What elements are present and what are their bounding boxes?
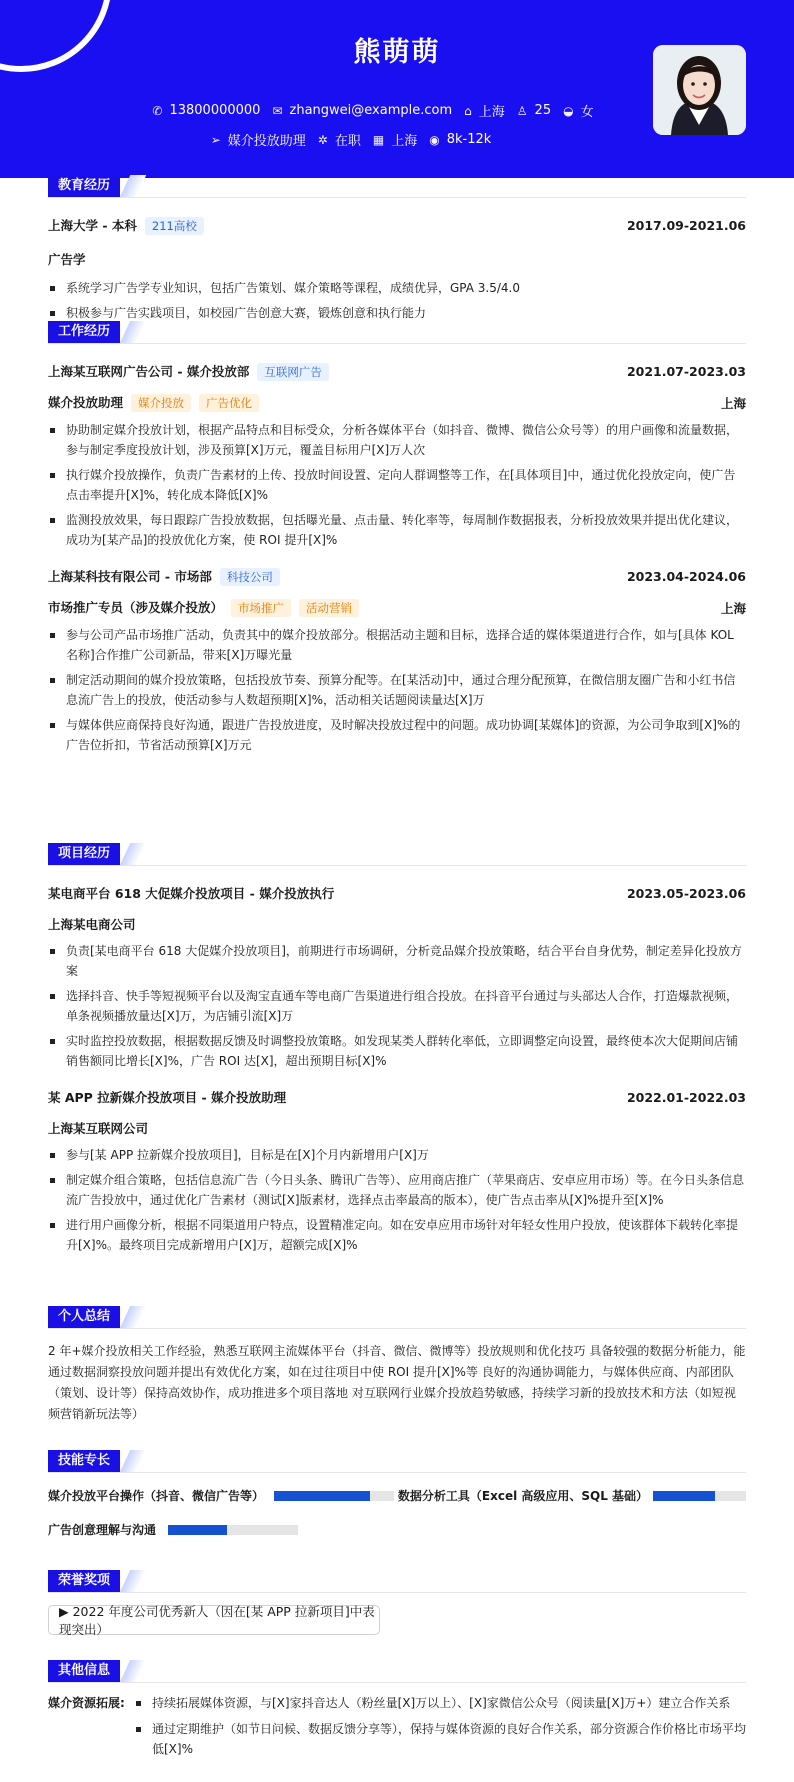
list-item: 选择抖音、快手等短视频平台以及淘宝直通车等电商广告渠道进行组合投放。在抖音平台通过与头部达人合作，打造爆款视频，单条视频播放量达[X]万，为店铺引流[X]万 bbox=[48, 986, 746, 1026]
project-bullets bbox=[48, 1145, 746, 1255]
role-tag: 媒介投放 bbox=[131, 394, 191, 412]
project-header bbox=[48, 884, 746, 902]
age-icon: ♙ bbox=[516, 103, 528, 118]
skill-bar-fill bbox=[168, 1525, 227, 1535]
other-heading bbox=[48, 1660, 746, 1683]
role-tag: 活动营销 bbox=[299, 599, 359, 617]
section-title: 技能专长 bbox=[48, 1450, 120, 1472]
skill-bar-fill bbox=[653, 1491, 715, 1501]
job-bullets bbox=[48, 420, 746, 550]
status-icon: ✲ bbox=[317, 132, 328, 147]
age-text: 25 bbox=[534, 103, 552, 118]
skills-heading bbox=[48, 1450, 746, 1473]
list-item: 监测投放效果，每日跟踪广告投放数据，包括曝光量、点击量、转化率等，每周制作数据报表，分析投放效果并提出优化建议，成功为[某产品]的投放优化方案，使 ROI 提升[X]% bbox=[48, 510, 746, 550]
project-bullets bbox=[48, 941, 746, 1071]
summary-section bbox=[48, 1306, 746, 1425]
work-heading bbox=[48, 321, 746, 344]
email-text: zhangwei@example.com bbox=[289, 103, 453, 118]
skills-section bbox=[48, 1450, 746, 1538]
project-name: 某电商平台 618 大促媒介投放项目 - 媒介投放执行 bbox=[48, 886, 335, 901]
mail-icon: ✉ bbox=[272, 103, 283, 118]
position-item bbox=[211, 130, 306, 149]
phone-icon: ✆ bbox=[152, 103, 163, 118]
school-tag: 211高校 bbox=[145, 217, 204, 235]
role-tag: 广告优化 bbox=[199, 394, 259, 412]
avatar-photo bbox=[653, 45, 746, 135]
city-text: 上海 bbox=[478, 105, 505, 120]
job-role: 媒介投放助理 bbox=[48, 395, 124, 410]
section-title: 荣誉奖项 bbox=[48, 1570, 120, 1592]
other-content bbox=[48, 1693, 746, 1759]
awards-section bbox=[48, 1570, 746, 1635]
phone-text: 13800000000 bbox=[169, 103, 261, 118]
salary-item bbox=[429, 132, 491, 147]
list-item: 系统学习广告学专业知识，包括广告策划、媒介策略等课程，成绩优异，GPA 3.5/4.0 bbox=[48, 278, 746, 298]
list-item: 与媒体供应商保持良好沟通，跟进广告投放进度，及时解决投放过程中的问题。成功协调[某媒体]的资源，为公司争取到[X]%的广告位折扣，节省活动预算[X]万元 bbox=[48, 715, 746, 755]
company-tag: 互联网广告 bbox=[257, 363, 329, 381]
major: 广告学 bbox=[48, 252, 86, 267]
list-item: 制定活动期间的媒介投放策略，包括投放节奏、预算分配等。在[某活动]中，通过合理分配预算，在微信朋友圈广告和小红书信息流广告上的投放，使活动参与人数超预期[X]%，活动相关话题阅读量达[X]万 bbox=[48, 670, 746, 710]
section-title: 教育经历 bbox=[48, 175, 120, 197]
list-item: 参与公司产品市场推广活动，负责其中的媒介投放部分。根据活动主题和目标，选择合适的媒体渠道进行合作，如与[具体 KOL 名称]合作推广公司新品，带来[X]万曝光量 bbox=[48, 625, 746, 665]
role-tag: 市场推广 bbox=[231, 599, 291, 617]
company-tag: 科技公司 bbox=[220, 568, 280, 586]
list-item: 协助制定媒介投放计划，根据产品特点和目标受众，分析各媒体平台（如抖音、微博、微信公众号等）的用户画像和流量数据，参与制定季度投放计划，涉及预算[X]万元，覆盖目标用户[X]万人次 bbox=[48, 420, 746, 460]
section-title: 个人总结 bbox=[48, 1306, 120, 1328]
skills-row bbox=[48, 1487, 746, 1504]
education-bullets bbox=[48, 278, 746, 323]
project-date: 2023.05-2023.06 bbox=[626, 885, 746, 901]
project-date: 2022.01-2022.03 bbox=[626, 1089, 746, 1105]
education-heading bbox=[48, 175, 746, 198]
list-item: 积极参与广告实践项目，如校园广告创意大赛，锻炼创意和执行能力 bbox=[48, 303, 746, 323]
salary-icon: ◉ bbox=[429, 132, 440, 147]
section-title: 其他信息 bbox=[48, 1660, 120, 1682]
gender-icon: ◒ bbox=[563, 103, 574, 118]
list-item: 持续拓展媒体资源，与[X]家抖音达人（粉丝量[X]万以上）、[X]家微信公众号（阅读量[X]万+）建立合作关系 bbox=[134, 1693, 746, 1713]
list-item: 参与[某 APP 拉新媒介投放项目]，目标是在[X]个月内新增用户[X]万 bbox=[48, 1145, 746, 1165]
job-location: 上海 bbox=[720, 395, 746, 411]
project-header bbox=[48, 1088, 746, 1106]
salary-text: 8k-12k bbox=[446, 132, 492, 147]
skill-bar-fill bbox=[274, 1491, 370, 1501]
list-item: 制定媒介组合策略，包括信息流广告（今日头条、腾讯广告等）、应用商店推广（苹果商店、安卓应用市场）等。在今日头条信息流广告投放中，通过优化广告素材（测试[X]版素材，选择点击率最高的版本），使广告点击率从[X]%提升至[X]% bbox=[48, 1170, 746, 1210]
education-date: 2017.09-2021.06 bbox=[626, 218, 746, 233]
skill-label: 媒介投放平台操作（抖音、微信广告等） bbox=[48, 1489, 265, 1503]
job-intent-row bbox=[0, 130, 754, 149]
skill-item bbox=[48, 1521, 746, 1538]
company-name: 上海某科技有限公司 - 市场部 bbox=[48, 569, 212, 584]
skill-item bbox=[48, 1487, 398, 1504]
project-company: 上海某电商公司 bbox=[48, 917, 136, 932]
age-item bbox=[517, 103, 551, 118]
resume-header bbox=[0, 0, 794, 178]
list-item: 通过定期维护（如节日问候、数据反馈分享等），保持与媒体资源的良好合作关系，部分资源合作价格比市场平均低[X]% bbox=[134, 1719, 746, 1759]
job-date: 2023.04-2024.06 bbox=[626, 569, 746, 584]
section-title: 项目经历 bbox=[48, 843, 120, 865]
skill-label: 广告创意理解与沟通 bbox=[48, 1523, 157, 1537]
job-header bbox=[48, 567, 746, 586]
work-city-item bbox=[373, 130, 417, 149]
job-bullets bbox=[48, 625, 746, 755]
project-name: 某 APP 拉新媒介投放项目 - 媒介投放助理 bbox=[48, 1090, 287, 1105]
company-name: 上海某互联网广告公司 - 媒介投放部 bbox=[48, 364, 250, 379]
project-company: 上海某互联网公司 bbox=[48, 1121, 149, 1136]
candidate-name: 熊萌萌 bbox=[353, 37, 441, 68]
projects-heading bbox=[48, 843, 746, 866]
other-bullets bbox=[134, 1693, 746, 1759]
list-item: 进行用户画像分析，根据不同渠道用户特点，设置精准定向。如在安卓应用市场针对年轻女性用户投放，使该群体下载转化率提升[X]%。最终项目完成新增用户[X]万，超额完成[X]% bbox=[48, 1215, 746, 1255]
other-label: 媒介资源拓展: bbox=[48, 1696, 125, 1710]
home-icon: ⌂ bbox=[464, 103, 472, 118]
job-header bbox=[48, 362, 746, 381]
email-item bbox=[272, 103, 452, 118]
education-section bbox=[48, 175, 746, 323]
building-icon: ▦ bbox=[372, 132, 385, 147]
job-role: 市场推广专员（涉及媒介投放） bbox=[48, 600, 224, 615]
send-icon: ➢ bbox=[210, 132, 221, 147]
list-item: 执行媒介投放操作，负责广告素材的上传、投放时间设置、定向人群调整等工作，在[具体项目]中，通过优化投放定向，使广告点击率提升[X]%，转化成本降低[X]% bbox=[48, 465, 746, 505]
school-name: 上海大学 - 本科 bbox=[48, 218, 137, 233]
gender-item bbox=[563, 101, 594, 120]
skill-item bbox=[398, 1487, 746, 1504]
job-location: 上海 bbox=[720, 600, 746, 616]
skill-bar bbox=[168, 1525, 298, 1535]
skill-bar bbox=[653, 1491, 746, 1501]
job-role-row bbox=[48, 598, 746, 617]
projects-section bbox=[48, 843, 746, 1255]
summary-heading bbox=[48, 1306, 746, 1329]
other-section bbox=[48, 1660, 746, 1759]
job-date: 2021.07-2023.03 bbox=[626, 364, 746, 379]
gender-text: 女 bbox=[580, 105, 594, 120]
summary-text: 2 年+媒介投放相关工作经验，熟悉互联网主流媒体平台（抖音、微信、微博等）投放规则和优化技巧 具备较强的数据分析能力，能通过数据洞察投放问题并提出有效优化方案，如在过往项目中使 ROI 提升[X]%等 良好的沟通协调能力，与媒体供应商、内部团队（策划、设计等）保持高效协作，成功推进多个项目落地 对互联网行业媒介投放趋势敏感，持续学习新的投放技术和方法（如短视频营销新玩法等） bbox=[48, 1344, 746, 1421]
section-title: 工作经历 bbox=[48, 321, 120, 343]
list-item: 实时监控投放数据，根据数据反馈及时调整投放策略。如发现某类人群转化率低，立即调整定向设置，最终使本次大促期间店铺销售额同比增长[X]%，广告 ROI 达[X]，超出预期目标[X]% bbox=[48, 1031, 746, 1071]
skill-label: 数据分析工具（Excel 高级应用、SQL 基础） bbox=[397, 1489, 649, 1503]
position-text: 媒介投放助理 bbox=[227, 134, 306, 149]
status-item bbox=[318, 130, 361, 149]
avatar bbox=[653, 45, 746, 135]
awards-heading bbox=[48, 1570, 746, 1593]
status-text: 在职 bbox=[334, 134, 361, 149]
award-item[interactable]: ▶ 2022 年度公司优秀新人（因在[某 APP 拉新项目]中表现突出） bbox=[48, 1605, 380, 1635]
work-city-text: 上海 bbox=[391, 134, 418, 149]
education-entry-header bbox=[48, 216, 746, 235]
phone-item bbox=[152, 103, 260, 118]
list-item: 负责[某电商平台 618 大促媒介投放项目]，前期进行市场调研，分析竞品媒介投放策略，结合平台自身优势，制定差异化投放方案 bbox=[48, 941, 746, 981]
job-role-row bbox=[48, 393, 746, 412]
skill-bar bbox=[274, 1491, 394, 1501]
city-item bbox=[464, 101, 505, 120]
work-section bbox=[48, 321, 746, 755]
